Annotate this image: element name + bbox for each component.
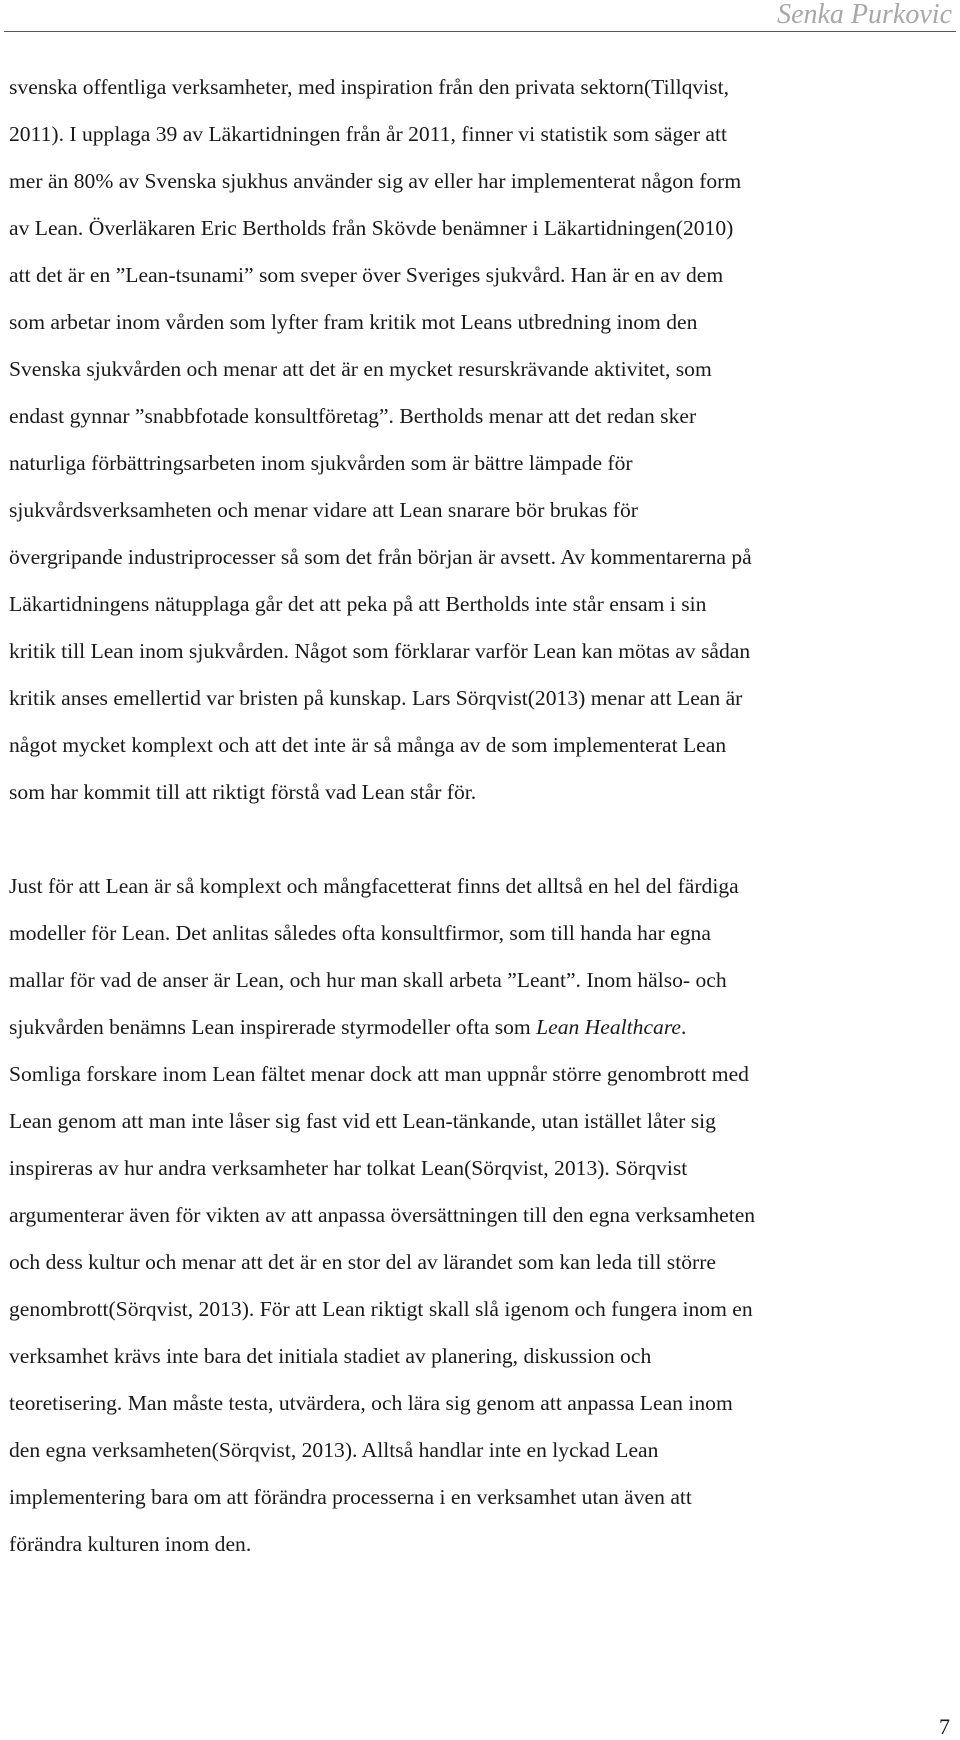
text-line: mallar för vad de anser är Lean, och hur man skall arbeta ”Leant”. Inom hälso- och [9,968,727,992]
header-author: Senka Purkovic [777,0,952,30]
text-line: teoretisering. Man måste testa, utvärdera, och lära sig genom att anpassa Lean inom [9,1391,733,1415]
text-segment: . [681,1015,687,1039]
text-line: verksamhet krävs inte bara det initiala stadiet av planering, diskussion och [9,1344,652,1368]
body-text [9,64,955,1568]
text-line: den egna verksamheten(Sörqvist, 2013). Alltså handlar inte en lyckad Lean [9,1438,659,1462]
text-line: kritik till Lean inom sjukvården. Något som förklarar varför Lean kan mötas av sådan [9,639,751,663]
text-line: att det är en ”Lean-tsunami” som sveper över Sveriges sjukvård. Han är en av dem [9,263,724,287]
text-line: endast gynnar ”snabbfotade konsultföretag”. Bertholds menar att det redan sker [9,404,697,428]
page-number: 7 [939,1714,950,1739]
text-line: svenska offentliga verksamheter, med inspiration från den privata sektorn(Tillqvist, [9,75,729,99]
text-line: argumenterar även för vikten av att anpassa översättningen till den egna verksamheten [9,1203,756,1227]
text-line: genombrott(Sörqvist, 2013). För att Lean riktigt skall slå igenom och fungera inom en [9,1297,753,1321]
text-line: kritik anses emellertid var bristen på kunskap. Lars Sörqvist(2013) menar att Lean är [9,686,743,710]
text-line: som arbetar inom vården som lyfter fram kritik mot Leans utbredning inom den [9,310,698,334]
text-line: som har kommit till att riktigt förstå vad Lean står för. [9,780,477,804]
text-line: Just för att Lean är så komplext och mångfacetterat finns det alltså en hel del färdiga [9,874,739,898]
text-line: implementering bara om att förändra processerna i en verksamhet utan även att [9,1485,692,1509]
paragraph-gap [9,816,955,863]
text-line: inspireras av hur andra verksamheter har tolkat Lean(Sörqvist, 2013). Sörqvist [9,1156,688,1180]
text-line: naturliga förbättringsarbeten inom sjukvården som är bättre lämpade för [9,451,633,475]
text-line: Somliga forskare inom Lean fältet menar dock att man uppnår större genombrott med [9,1062,749,1086]
text-line: Svenska sjukvården och menar att det är en mycket resurskrävande aktivitet, som [9,357,712,381]
paragraph-1 [9,64,955,816]
text-line: Lean genom att man inte låser sig fast vid ett Lean-tänkande, utan istället låter sig [9,1109,716,1133]
text-line: modeller för Lean. Det anlitas således ofta konsultfirmor, som till handa har egna [9,921,711,945]
text-line: mer än 80% av Svenska sjukhus använder sig av eller har implementerat någon form [9,169,742,193]
text-line: 2011). I upplaga 39 av Läkartidningen från år 2011, finner vi statistik som säger att [9,122,727,146]
page-header [0,0,960,34]
text-line: Läkartidningens nätupplaga går det att peka på att Bertholds inte står ensam i sin [9,592,707,616]
text-line-with-emphasis [9,1004,955,1051]
text-line: av Lean. Överläkaren Eric Bertholds från Skövde benämner i Läkartidningen(2010) [9,216,734,240]
text-line: och dess kultur och menar att det är en stor del av lärandet som kan leda till större [9,1250,716,1274]
text-line: förändra kulturen inom den. [9,1532,252,1556]
emphasized-term: Lean Healthcare [536,1015,682,1039]
paragraph-2 [9,863,955,1568]
text-line: något mycket komplext och att det inte är så många av de som implementerat Lean [9,733,727,757]
header-rule [4,31,956,32]
text-line: övergripande industriprocesser så som det från början är avsett. Av kommentarerna på [9,545,752,569]
text-line: sjukvårdsverksamheten och menar vidare att Lean snarare bör brukas för [9,498,638,522]
text-segment: sjukvården benämns Lean inspirerade styrmodeller ofta som [9,1015,537,1039]
